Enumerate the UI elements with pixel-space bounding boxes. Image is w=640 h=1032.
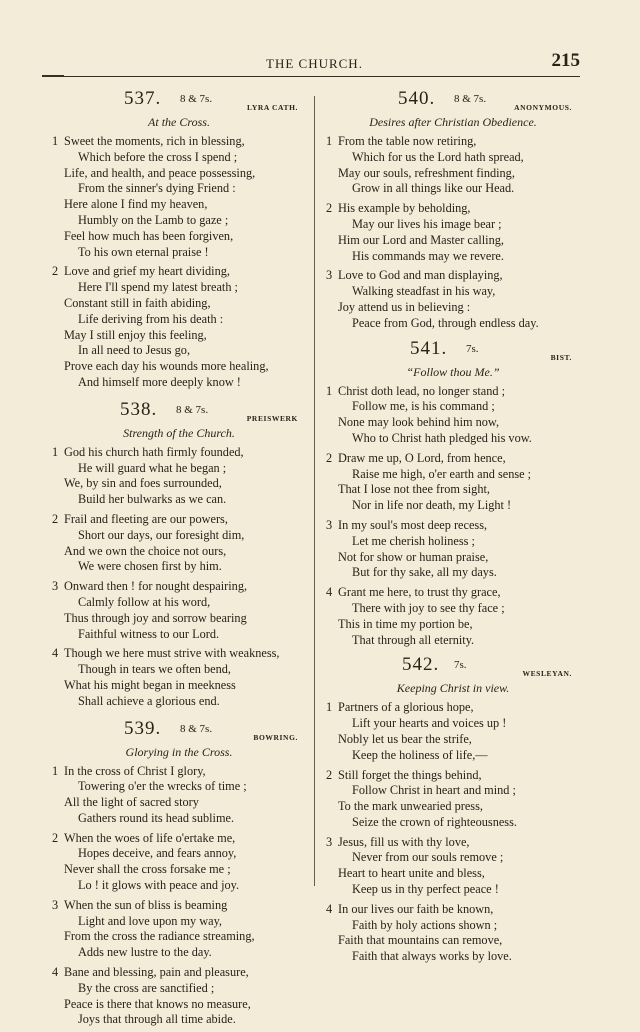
verse-line <box>326 565 580 581</box>
stanza-number: 4 <box>52 646 59 661</box>
verse-line <box>52 646 306 662</box>
verse-line <box>52 846 306 862</box>
verse-line <box>326 815 580 831</box>
verse-line <box>52 811 306 827</box>
verse-text: Seize the crown of righteousness. <box>352 814 517 829</box>
verse-line <box>326 316 580 332</box>
hymn-heading <box>52 88 306 112</box>
verse-line <box>52 359 306 375</box>
verse-line <box>52 694 306 710</box>
verse-text: Which before the cross I spend ; <box>78 149 238 164</box>
verse-text: Not for show or human praise, <box>338 549 489 564</box>
hymn-subtitle: At the Cross. <box>148 115 210 129</box>
verse-text: And himself more deeply know ! <box>78 374 241 389</box>
verse-text: Joy attend us in believing : <box>338 299 471 314</box>
verse-line <box>52 559 306 575</box>
verse-text: Build her bulwarks as we can. <box>78 492 227 507</box>
stanza-number: 4 <box>52 965 59 980</box>
verse-line <box>326 850 580 866</box>
verse-line <box>52 878 306 894</box>
hymn-subtitle: Glorying in the Cross. <box>125 744 233 759</box>
verse-text: What his might began in meekness <box>64 677 236 692</box>
verse-line <box>52 579 306 595</box>
verse-text: Constant still in faith abiding, <box>64 295 211 310</box>
stanza-number: 3 <box>326 268 333 283</box>
verse-text: Which for us the Lord hath spread, <box>352 149 524 164</box>
verse-text: Partners of a glorious hope, <box>338 700 474 715</box>
stanza <box>326 835 580 898</box>
verse-text: Feel how much has been forgiven, <box>64 228 234 243</box>
hymn-meter: 7s. <box>454 659 467 672</box>
verse-line <box>52 981 306 997</box>
verse-line <box>52 264 306 280</box>
verse-line <box>52 461 306 477</box>
stanza-number: 2 <box>326 767 333 782</box>
verse-text: From the table now retiring, <box>338 134 477 148</box>
stanza <box>326 768 580 831</box>
verse-line <box>326 748 580 764</box>
stanza <box>326 384 580 447</box>
verse-text: Joys that through all time abide. <box>78 1012 236 1027</box>
stanza <box>52 831 306 894</box>
verse-text: Follow Christ in heart and mind ; <box>352 783 516 798</box>
stanza-number: 3 <box>52 579 59 594</box>
verse-line <box>326 467 580 483</box>
verse-text: Love to God and man displaying, <box>338 268 503 283</box>
stanza-number: 3 <box>52 897 59 912</box>
hymn-heading <box>52 399 306 423</box>
hymn-number: 537. <box>124 88 162 109</box>
stanza <box>326 201 580 264</box>
verse-line <box>326 601 580 617</box>
verse-line <box>326 284 580 300</box>
verse-line <box>326 585 580 601</box>
verse-line <box>326 233 580 249</box>
verse-text: Draw me up, O Lord, from hence, <box>338 450 506 465</box>
stanza-number: 2 <box>52 830 59 845</box>
verse-text: Faith that always works by love. <box>352 949 512 964</box>
verse-text: Who to Christ hath pledged his vow. <box>352 430 532 445</box>
verse-text: Walking steadfast in his way, <box>352 284 496 299</box>
verse-text: Light and love upon my way, <box>78 913 223 928</box>
hymn <box>326 654 580 965</box>
hymn-tune-name: ANONYMOUS. <box>514 103 572 112</box>
hymn-number: 539. <box>124 717 162 739</box>
verse-text: Never shall the cross forsake me ; <box>64 862 231 877</box>
verse-line <box>326 150 580 166</box>
verse-text: None may look behind him now, <box>338 415 500 430</box>
stanza-number: 1 <box>326 383 333 398</box>
verse-line <box>326 866 580 882</box>
stanza <box>326 268 580 331</box>
hymn-heading <box>326 654 580 678</box>
stanza <box>52 512 306 575</box>
verse-text: Grow in all things like our Head. <box>352 181 515 196</box>
verse-text: From the cross the radiance streaming, <box>64 929 255 944</box>
verse-text: Here I'll spend my latest breath ; <box>78 280 238 295</box>
verse-text: Sweet the moments, rich in blessing, <box>64 134 245 148</box>
verse-line <box>52 929 306 945</box>
verse-line <box>52 898 306 914</box>
verse-line <box>52 375 306 391</box>
verse-text: Though we here must strive with weakness, <box>64 646 280 661</box>
verse-line <box>52 166 306 182</box>
stanza <box>326 902 580 965</box>
stanza <box>326 585 580 648</box>
stanza-number: 2 <box>52 511 59 526</box>
verse-text: From the sinner's dying Friend : <box>78 181 236 196</box>
verse-text: In all need to Jesus go, <box>78 343 191 358</box>
hymn-subtitle: Keeping Christ in view. <box>396 681 510 696</box>
hymn-number: 540. <box>398 88 436 109</box>
stanza-number: 4 <box>326 901 333 916</box>
stanza-number: 1 <box>52 444 59 459</box>
verse-text: His commands may we revere. <box>352 248 504 263</box>
verse-line <box>52 492 306 508</box>
verse-text: Prove each day his wounds more healing, <box>64 359 269 374</box>
hymn-tune-name: BIST. <box>550 352 572 362</box>
verse-line <box>326 534 580 550</box>
verse-line <box>52 134 306 150</box>
verse-text: We, by sin and foes surrounded, <box>64 476 222 491</box>
stanza <box>326 134 580 197</box>
page-header <box>0 50 640 80</box>
verse-text: Shall achieve a glorious end. <box>78 693 220 708</box>
verse-line <box>326 431 580 447</box>
verse-text: God his church hath firmly founded, <box>64 444 244 459</box>
verse-text: Short our days, our foresight dim, <box>78 527 245 542</box>
verse-text: In my soul's most deep recess, <box>338 517 488 532</box>
verse-text: And we own the choice not ours, <box>64 543 227 558</box>
hymn-tune-name: PREISWERK <box>246 413 298 423</box>
verse-text: Lo ! it glows with peace and joy. <box>78 878 240 893</box>
verse-line <box>52 997 306 1013</box>
verse-text: Onward then ! for nought despairing, <box>64 579 248 594</box>
verse-line <box>52 627 306 643</box>
verse-text: Bane and blessing, pain and pleasure, <box>64 965 249 980</box>
verse-line <box>326 399 580 415</box>
hymn-meter: 8 & 7s. <box>176 403 209 416</box>
verse-text: Thus through joy and sorrow bearing <box>64 610 247 625</box>
verse-line <box>52 965 306 981</box>
verse-text: Love and grief my heart dividing, <box>64 264 230 279</box>
verse-line <box>326 716 580 732</box>
verse-line <box>326 451 580 467</box>
verse-line <box>52 1012 306 1028</box>
hymn-meter: 7s. <box>466 342 479 355</box>
verse-text: Keep us in thy perfect peace ! <box>352 882 499 897</box>
stanza <box>326 518 580 581</box>
verse-line <box>52 181 306 197</box>
verse-line <box>52 595 306 611</box>
verse-text: Faith that mountains can remove, <box>338 933 503 948</box>
stanza-number: 1 <box>52 763 59 778</box>
verse-text: When the sun of bliss is beaming <box>64 897 228 912</box>
verse-line <box>52 150 306 166</box>
hymn-number: 538. <box>120 398 158 420</box>
hymn-meter: 8 & 7s. <box>180 722 213 735</box>
page-number: 215 <box>551 50 580 71</box>
verse-text: May our souls, refreshment finding, <box>338 165 515 180</box>
verse-text: Still forget the things behind, <box>338 767 482 782</box>
verse-line <box>326 882 580 898</box>
verse-text: We were chosen first by him. <box>78 559 222 574</box>
verse-text: In our lives our faith be known, <box>338 901 494 916</box>
verse-text: Gathers round its head sublime. <box>78 810 235 825</box>
hymn-tune-name: LYRA CATH. <box>246 103 298 112</box>
stanza-number: 1 <box>326 700 333 715</box>
verse-line <box>326 268 580 284</box>
verse-line <box>326 498 580 514</box>
verse-text: Peace is there that knows no measure, <box>64 996 251 1011</box>
verse-text: Here alone I find my heaven, <box>64 197 208 212</box>
left-column <box>52 88 306 1032</box>
hymn-heading <box>52 718 306 742</box>
verse-line <box>326 783 580 799</box>
column-divider <box>314 96 315 886</box>
verse-line <box>52 795 306 811</box>
verse-line <box>326 518 580 534</box>
verse-line <box>326 933 580 949</box>
verse-line <box>52 779 306 795</box>
verse-line <box>52 678 306 694</box>
verse-text: In the cross of Christ I glory, <box>64 763 206 778</box>
verse-line <box>52 862 306 878</box>
verse-text: But for thy sake, all my days. <box>352 565 497 580</box>
verse-line <box>52 245 306 261</box>
verse-text: Adds new lustre to the day. <box>78 945 212 960</box>
verse-text: There with joy to see thy face ; <box>352 600 505 615</box>
hymn <box>52 399 306 710</box>
verse-line <box>326 482 580 498</box>
verse-text: Life deriving from his death : <box>78 311 224 326</box>
hymn <box>52 718 306 1029</box>
verse-text: Christ doth lead, no longer stand ; <box>338 383 506 398</box>
verse-line <box>52 914 306 930</box>
verse-text: Life, and health, and peace possessing, <box>64 165 256 180</box>
verse-text: May our lives his image bear ; <box>352 216 502 231</box>
verse-text: That I lose not thee from sight, <box>338 482 490 497</box>
verse-text: May I still enjoy this feeling, <box>64 327 207 342</box>
verse-text: He will guard what he began ; <box>78 460 227 475</box>
hymn-subtitle: “Follow thou Me.” <box>406 364 500 379</box>
verse-text: Though in tears we often bend, <box>78 662 231 677</box>
stanza-number: 2 <box>326 450 333 465</box>
verse-line <box>52 280 306 296</box>
verse-text: Never from our souls remove ; <box>352 850 504 865</box>
verse-line <box>326 633 580 649</box>
verse-line <box>52 662 306 678</box>
verse-line <box>326 166 580 182</box>
stanza-number: 2 <box>52 264 59 279</box>
verse-line <box>326 300 580 316</box>
hymn-subtitle: Desires after Christian Obedience. <box>369 115 537 129</box>
verse-line <box>52 312 306 328</box>
hymn-tune-name: WESLEYAN. <box>522 669 572 679</box>
verse-line <box>326 181 580 197</box>
verse-line <box>52 544 306 560</box>
verse-text: Humbly on the Lamb to gaze ; <box>78 212 229 227</box>
verse-line <box>52 476 306 492</box>
verse-text: To his own eternal praise ! <box>78 244 209 259</box>
verse-line <box>52 945 306 961</box>
verse-line <box>52 764 306 780</box>
verse-text: Jesus, fill us with thy love, <box>338 834 470 849</box>
hymn <box>52 88 306 391</box>
verse-line <box>326 700 580 716</box>
stanza <box>52 264 306 390</box>
verse-line <box>326 768 580 784</box>
verse-line <box>326 249 580 265</box>
verse-line <box>52 213 306 229</box>
verse-line <box>326 732 580 748</box>
verse-line <box>52 512 306 528</box>
verse-line <box>52 528 306 544</box>
stanza <box>52 579 306 642</box>
verse-text: Towering o'er the wrecks of time ; <box>78 779 247 794</box>
verse-line <box>52 445 306 461</box>
verse-text: Follow me, is his command ; <box>352 399 495 414</box>
verse-line <box>326 134 580 150</box>
verse-line <box>326 918 580 934</box>
hymn-number: 542. <box>402 654 440 676</box>
hymn-heading <box>326 88 580 112</box>
stanza <box>52 134 306 260</box>
hymn-tune-name: BOWRING. <box>253 732 298 742</box>
stanza <box>52 965 306 1028</box>
verse-text: Lift your hearts and voices up ! <box>352 716 507 731</box>
verse-text: Faithful witness to our Lord. <box>78 626 220 641</box>
hymn-meter: 8 & 7s. <box>454 93 487 105</box>
verse-line <box>326 550 580 566</box>
verse-text: Nobly let us bear the strife, <box>338 731 472 746</box>
verse-line <box>52 831 306 847</box>
verse-text: All the light of sacred story <box>64 795 199 810</box>
verse-text: Let me cherish holiness ; <box>352 533 475 548</box>
verse-text: Raise me high, o'er earth and sense ; <box>352 466 532 481</box>
stanza <box>52 898 306 961</box>
verse-text: When the woes of life o'ertake me, <box>64 830 236 845</box>
verse-line <box>52 343 306 359</box>
hymn <box>326 338 580 649</box>
verse-line <box>326 217 580 233</box>
verse-line <box>52 229 306 245</box>
verse-line <box>326 201 580 217</box>
verse-text: Grant me here, to trust thy grace, <box>338 585 501 600</box>
hymn-number: 541. <box>410 337 448 359</box>
verse-line <box>326 949 580 965</box>
verse-line <box>52 296 306 312</box>
stanza-number: 1 <box>52 134 59 148</box>
stanza <box>326 451 580 514</box>
verse-text: Faith by holy actions shown ; <box>352 917 498 932</box>
hymn-heading <box>326 338 580 362</box>
verse-text: Nor in life nor death, my Light ! <box>352 498 512 513</box>
verse-line <box>326 415 580 431</box>
stanza <box>326 700 580 763</box>
verse-text: Hopes deceive, and fears annoy, <box>78 846 237 861</box>
verse-text: Heart to heart unite and bless, <box>338 866 485 881</box>
header-rule <box>42 76 580 77</box>
verse-text: Keep the holiness of life,— <box>352 747 488 762</box>
stanza <box>52 445 306 508</box>
verse-text: That through all eternity. <box>352 632 475 647</box>
stanza-number: 1 <box>326 134 333 148</box>
verse-line <box>326 799 580 815</box>
verse-text: His example by beholding, <box>338 201 471 216</box>
stanza-number: 4 <box>326 585 333 600</box>
verse-line <box>326 617 580 633</box>
verse-line <box>52 328 306 344</box>
running-title: THE CHURCH. <box>266 56 363 71</box>
verse-text: This in time my portion be, <box>338 616 473 631</box>
stanza <box>52 646 306 709</box>
stanza-number: 3 <box>326 517 333 532</box>
verse-text: Calmly follow at his word, <box>78 594 211 609</box>
right-column <box>326 88 580 969</box>
stanza-number: 3 <box>326 834 333 849</box>
stanza <box>52 764 306 827</box>
stanza-number: 2 <box>326 201 333 216</box>
verse-line <box>52 611 306 627</box>
verse-line <box>326 902 580 918</box>
hymn <box>326 88 580 332</box>
hymn-meter: 8 & 7s. <box>180 93 213 105</box>
verse-text: To the mark unwearied press, <box>338 799 483 814</box>
verse-line <box>326 384 580 400</box>
verse-text: By the cross are sanctified ; <box>78 980 215 995</box>
verse-text: Peace from God, through endless day. <box>352 315 539 330</box>
hymn-subtitle: Strength of the Church. <box>123 425 235 440</box>
verse-text: Frail and fleeting are our powers, <box>64 511 228 526</box>
verse-text: Him our Lord and Master calling, <box>338 232 504 247</box>
verse-line <box>52 197 306 213</box>
verse-line <box>326 835 580 851</box>
